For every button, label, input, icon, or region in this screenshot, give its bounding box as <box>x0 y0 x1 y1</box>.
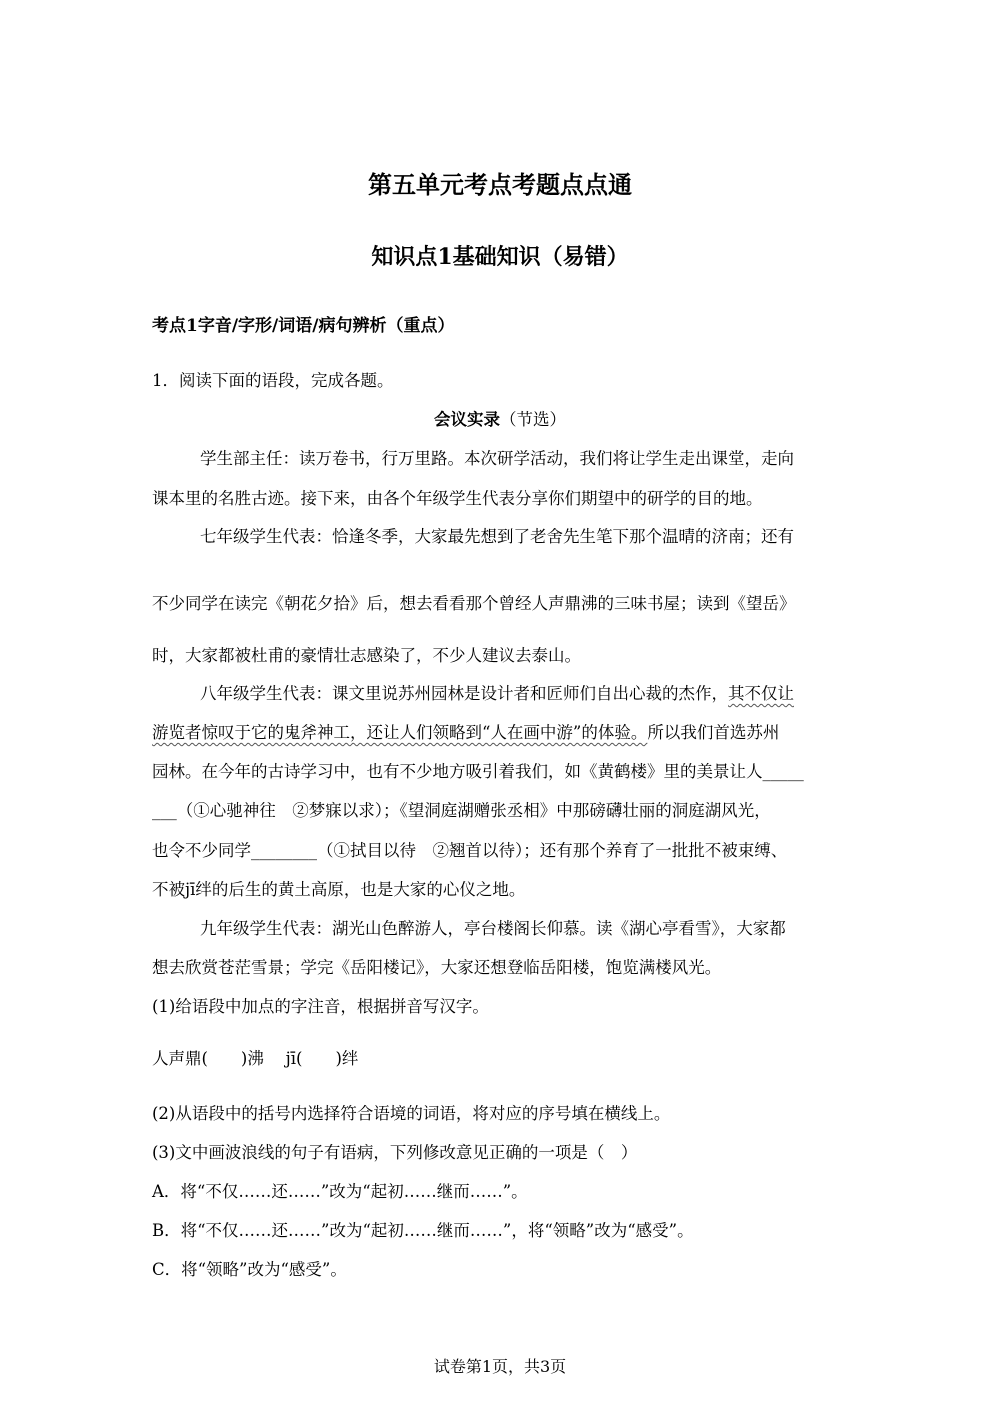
passage-paragraph-3-line-2 <box>152 723 852 743</box>
section-heading: 考点1字音/字形/词语/病句辨析（重点） <box>152 316 455 336</box>
passage-paragraph-4-line-1: 九年级学生代表：湖光山色醉游人，亭台楼阁长仰慕。读《湖心亭看雪》，大家都 <box>200 919 786 938</box>
wavy-underlined-sentence: 其不仅让 <box>728 684 794 703</box>
paragraph-3-text: 所以我们首选苏州 <box>647 723 780 742</box>
passage-paragraph-1-line-1: 学生部主任：读万卷书，行万里路。本次研学活动，我们将让学生走出课堂，走向 <box>200 449 794 468</box>
passage-paragraph-4-line-2: 想去欣赏苍茫雪景；学完《岳阳楼记》，大家还想登临岳阳楼，饱览满楼风光。 <box>152 958 722 977</box>
paragraph-3-text: 八年级学生代表：课文里说苏州园林是设计者和匠师们自出心裁的杰作， <box>200 684 728 703</box>
sub-question-1: (1)给语段中加点的字注音，根据拼音写汉字。 <box>152 997 489 1016</box>
passage-paragraph-3-line-5: 也令不少同学________（①拭目以待 ②翘首以待）；还有那个养育了一批批不被束缚、 <box>152 841 788 860</box>
passage-title: 会议实录 <box>434 410 500 429</box>
page-title: 第五单元考点考题点点通 <box>368 170 632 199</box>
passage-title-line <box>0 410 1000 430</box>
passage-paragraph-3-line-6: 不被jī绊的后生的黄土高原，也是大家的心仪之地。 <box>152 880 526 899</box>
sub-question-2: (2)从语段中的括号内选择符合语境的词语，将对应的序号填在横线上。 <box>152 1104 671 1123</box>
wavy-underlined-sentence: 游览者惊叹于它的鬼斧神工，还让人们领略到“人在画中游”的体验。 <box>152 723 648 742</box>
option-c: C．将“领略”改为“感受”。 <box>152 1260 347 1279</box>
passage-title-note: （节选） <box>500 410 566 429</box>
passage-paragraph-1-line-2: 课本里的名胜古迹。接下来，由各个年级学生代表分享你们期望中的研学的目的地。 <box>152 489 763 508</box>
option-a: A．将“不仅……还……”改为“起初……继而……”。 <box>152 1182 528 1201</box>
question-stem: 1．阅读下面的语段，完成各题。 <box>152 371 394 390</box>
passage-paragraph-3-line-4: ___（①心驰神往 ②梦寐以求）；《望洞庭湖赠张丞相》中那磅礴壮丽的洞庭湖风光， <box>152 801 771 820</box>
sub-question-3: (3)文中画波浪线的句子有语病，下列修改意见正确的一项是（ ） <box>152 1143 638 1162</box>
passage-paragraph-2-line-2: 不少同学在读完《朝花夕拾》后，想去看看那个曾经人声鼎沸的三味书屋；读到《望岳》 <box>152 594 796 613</box>
option-b: B．将“不仅……还……”改为“起初……继而……”，将“领略”改为“感受”。 <box>152 1221 694 1240</box>
page-footer: 试卷第1页，共3页 <box>433 1357 567 1376</box>
sub-question-1-answer-blanks: 人声鼎( )沸 jī( )绊 <box>152 1049 359 1068</box>
page-subtitle: 知识点1基础知识（易错） <box>371 244 629 270</box>
passage-paragraph-2-line-1: 七年级学生代表：恰逢冬季，大家最先想到了老舍先生笔下那个温晴的济南；还有 <box>200 527 794 546</box>
passage-paragraph-2-line-3: 时，大家都被杜甫的豪情壮志感染了，不少人建议去泰山。 <box>152 646 581 665</box>
passage-paragraph-3-line-3: 园林。在今年的古诗学习中，也有不少地方吸引着我们，如《黄鹤楼》里的美景让人_____ <box>152 762 804 781</box>
passage-paragraph-3-line-1 <box>200 684 850 704</box>
